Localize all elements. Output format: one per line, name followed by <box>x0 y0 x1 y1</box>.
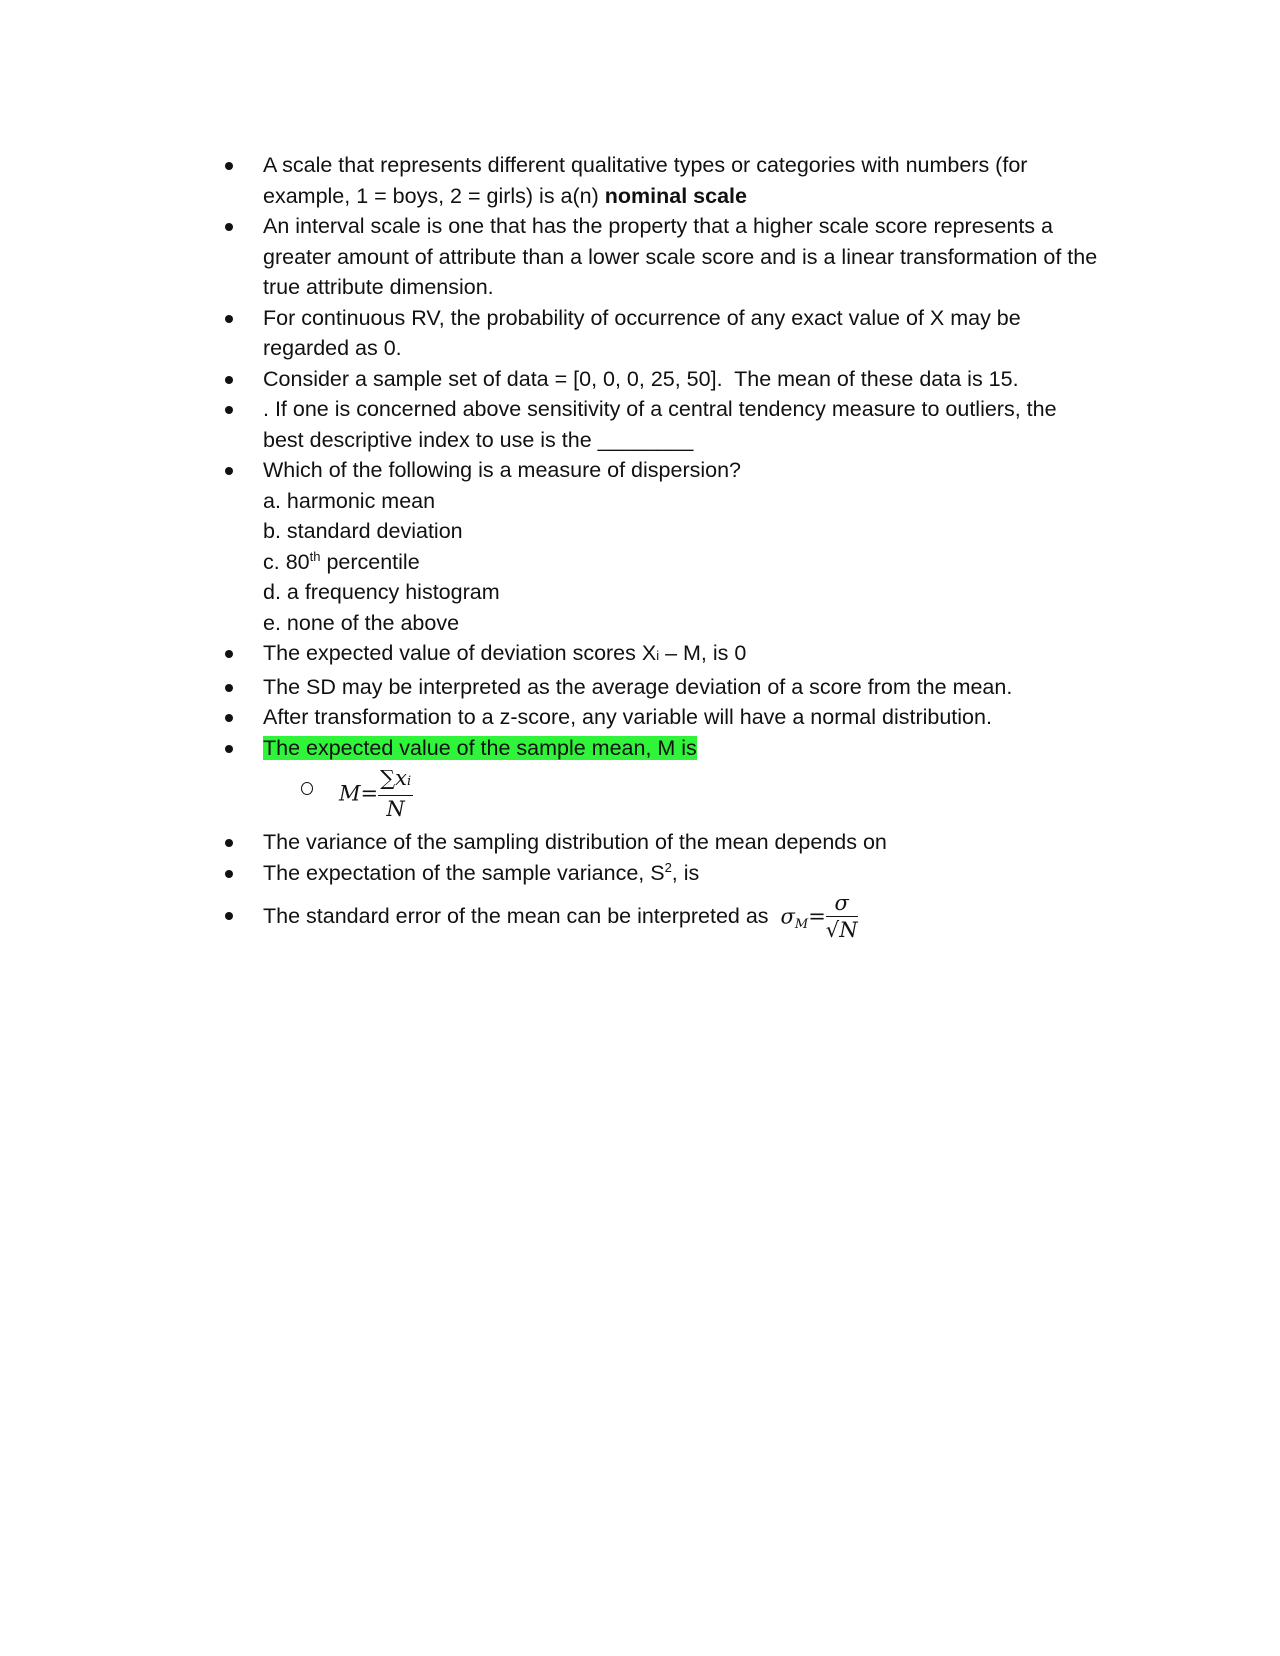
option-e: e. none of the above <box>263 610 460 635</box>
list-item <box>221 364 1101 395</box>
bullet-icon <box>225 839 233 847</box>
item-text: Consider a sample set of data = [0, 0, 0, 25, 50]. The mean of these data is 15. <box>263 366 1019 391</box>
formula-sigma: σ <box>780 903 795 928</box>
bullet-icon <box>225 870 233 878</box>
list-item <box>221 394 1101 455</box>
standard-error-formula <box>781 890 858 943</box>
list-item <box>221 303 1101 364</box>
item-bold-term: nominal scale <box>604 183 747 208</box>
item-text: A scale that represents different qualitative types or categories with numbers (for example, 1 = boys, 2 = girls) is a(n) <box>263 153 1028 208</box>
list-item <box>221 827 1101 858</box>
item-text: Which of the following is a measure of dispersion? <box>263 458 742 482</box>
list-item <box>221 455 1101 486</box>
list-item <box>221 150 1101 211</box>
list-item <box>221 672 1101 703</box>
formula-lhs: M= <box>339 781 379 806</box>
item-text: The variance of the sampling distribution of the mean depends on <box>263 830 887 854</box>
radical-icon: √ <box>825 917 840 942</box>
formula-numerator-text: ∑x <box>380 766 407 790</box>
list-item <box>221 211 1101 303</box>
list-item <box>221 858 1101 889</box>
formula-equals: = <box>808 903 826 928</box>
sub-item <box>221 763 1101 827</box>
item-text-post: , is <box>671 860 700 885</box>
formula-numerator-sub: i <box>406 774 412 789</box>
item-text-post: – M, is 0 <box>659 641 747 665</box>
option-d: d. a frequency histogram <box>263 580 500 604</box>
item-subscript: i <box>656 648 660 663</box>
list-item <box>221 702 1101 733</box>
formula-sigma-sub: M <box>794 916 809 932</box>
bullet-icon <box>225 315 233 323</box>
mean-formula <box>339 765 413 822</box>
item-text: After transformation to a z-score, any variable will have a normal distribution. <box>263 705 992 729</box>
bullet-icon <box>225 162 233 170</box>
formula-fraction <box>378 765 413 822</box>
bullet-icon <box>225 467 233 475</box>
bullet-icon <box>225 684 233 692</box>
option-b: b. standard deviation <box>263 519 463 543</box>
formula-denominator: N <box>386 797 405 821</box>
bullet-icon <box>225 912 233 920</box>
list-item <box>221 638 1101 672</box>
item-text-pre: The expectation of the sample variance, S <box>263 860 665 885</box>
bullet-icon <box>225 745 233 753</box>
item-text: For continuous RV, the probability of occurrence of any exact value of X may be regarded as 0. <box>263 305 1021 360</box>
formula-denominator-root <box>826 917 858 943</box>
option-c <box>221 547 1101 578</box>
bullet-icon <box>225 650 233 658</box>
list-item <box>221 733 1101 764</box>
bullet-icon <box>225 714 233 722</box>
option-c-pre: c. 80 <box>263 549 310 574</box>
formula-numerator <box>378 765 413 796</box>
item-text-pre: The expected value of deviation scores X <box>263 641 657 665</box>
formula-fraction <box>826 890 858 943</box>
bullet-icon <box>225 223 233 231</box>
list-item <box>221 888 1101 944</box>
circle-bullet-icon <box>301 782 313 795</box>
highlighted-text: The expected value of the sample mean, M is <box>263 735 697 760</box>
bullet-list <box>221 150 1101 944</box>
item-text: The standard error of the mean can be interpreted as <box>263 903 775 928</box>
formula-denominator: N <box>839 917 858 942</box>
item-superscript: 2 <box>664 859 672 875</box>
option-c-sup: th <box>309 548 321 564</box>
item-text: The SD may be interpreted as the average deviation of a score from the mean. <box>263 674 1013 699</box>
option-c-post: percentile <box>320 549 420 574</box>
formula-numerator: σ <box>826 890 858 917</box>
option-a: a. harmonic mean <box>263 488 436 513</box>
item-text: . If one is concerned above sensitivity of a central tendency measure to outliers, the best descriptive index to use is the ________ <box>263 397 1057 452</box>
bullet-icon <box>225 406 233 414</box>
item-text: An interval scale is one that has the property that a higher scale score represents a greater amount of attribute than a lower scale score and is a linear transformation of the true attribute dimension. <box>263 214 1098 299</box>
bullet-icon <box>225 376 233 384</box>
